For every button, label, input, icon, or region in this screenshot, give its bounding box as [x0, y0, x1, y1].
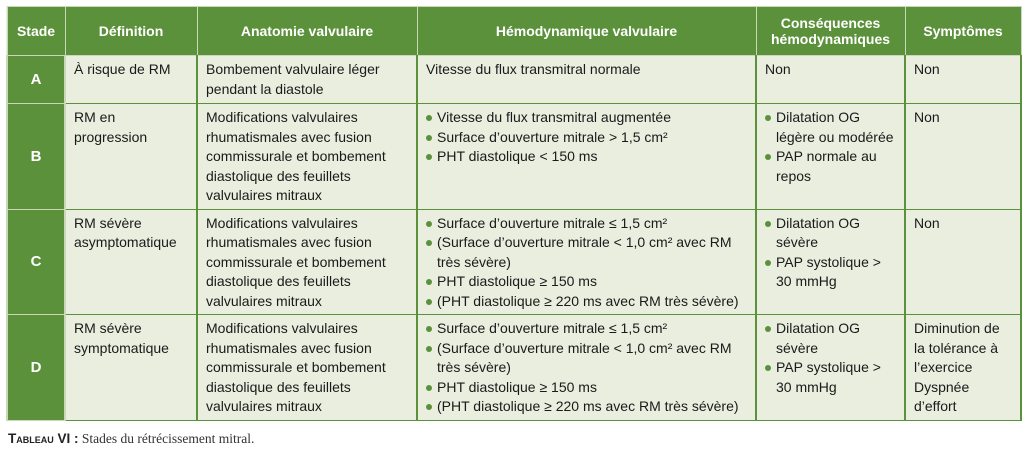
- definition-text: RM sévère symptomatique: [74, 320, 169, 356]
- hemodynamics-list: [426, 319, 747, 417]
- definition-cell: [65, 315, 197, 421]
- header-consequences: Conséquences hémodynamiques: [756, 7, 905, 56]
- hemodynamics-cell: [417, 56, 756, 104]
- consequences-item: Non: [765, 61, 791, 77]
- hemodynamics-item: PHT diastolique < 150 ms: [426, 147, 747, 167]
- stage-label: C: [30, 253, 42, 270]
- symptoms-text: Non: [914, 214, 940, 231]
- symptoms-cell: [905, 104, 1021, 210]
- anatomy-text: Bombement valvulaire léger pendant la diastole: [206, 61, 380, 97]
- consequences-item: PAP systolique > 30 mmHg: [765, 358, 896, 397]
- hemodynamics-item: (Surface d’ouverture mitrale < 1,0 cm² avec RM très sévère): [426, 233, 747, 272]
- symptoms-cell: [905, 56, 1021, 104]
- consequences-cell: [756, 209, 905, 315]
- consequences-item: Dilatation OG sévère: [765, 319, 896, 358]
- stage-cell: [7, 56, 65, 104]
- hemodynamics-item: Vitesse du flux transmitral normale: [426, 61, 641, 77]
- consequences-list: [765, 214, 896, 292]
- hemodynamics-item: (Surface d’ouverture mitrale < 1,0 cm² avec RM très sévère): [426, 339, 747, 378]
- hemodynamics-list: [426, 108, 747, 167]
- hemodynamics-item: PHT diastolique ≥ 150 ms: [426, 272, 747, 292]
- table-header-row: [7, 7, 1021, 56]
- symptoms-cell: [905, 209, 1021, 315]
- anatomy-text: Modifications valvulaires rhumatismales avec fusion commissurale et bombement diastolique des feuillets valvulaires mitraux: [206, 214, 386, 309]
- symptoms-text: Non: [914, 109, 940, 125]
- stage-label: B: [30, 147, 42, 165]
- header-anatomie: Anatomie valvulaire: [197, 7, 417, 56]
- anatomy-cell: [197, 104, 417, 210]
- definition-text: À risque de RM: [74, 61, 171, 77]
- consequences-cell: [756, 315, 905, 421]
- hemodynamics-item: Surface d’ouverture mitrale > 1,5 cm²: [426, 128, 747, 148]
- anatomy-text: Modifications valvulaires rhumatismales avec fusion commissurale et bombement diastolique des feuillets valvulaires mitraux: [206, 109, 386, 203]
- symptoms-text: Diminution de la tolérance à l’exercice Dyspnée d’effort: [914, 320, 1000, 414]
- hemodynamics-cell: [417, 209, 756, 315]
- definition-cell: [65, 104, 197, 210]
- symptoms-cell: [905, 315, 1021, 421]
- mitral-stenosis-stages-table: [6, 6, 1022, 421]
- stage-cell: [7, 104, 65, 210]
- symptoms-text: Non: [914, 61, 940, 77]
- header-hemodynamique: Hémodynamique valvulaire: [417, 7, 756, 56]
- consequences-list: [765, 108, 896, 186]
- stage-cell: [7, 315, 65, 421]
- stage-label: A: [30, 70, 42, 88]
- definition-text: RM sévère asymptomatique: [74, 214, 177, 250]
- table-row: [7, 315, 1021, 421]
- consequences-cell: [756, 104, 905, 210]
- table-body: [7, 56, 1021, 421]
- table-row: [7, 104, 1021, 210]
- anatomy-text: Modifications valvulaires rhumatismales avec fusion commissurale et bombement diastolique des feuillets valvulaires mitraux: [206, 320, 386, 414]
- hemodynamics-item: Surface d’ouverture mitrale ≤ 1,5 cm²: [426, 319, 747, 339]
- stage-label: D: [30, 358, 42, 376]
- anatomy-cell: [197, 56, 417, 104]
- consequences-item: Dilatation OG légère ou modérée: [765, 108, 896, 147]
- table-caption: [8, 431, 254, 447]
- hemodynamics-list: [426, 214, 747, 312]
- hemodynamics-item: (PHT diastolique ≥ 220 ms avec RM très sévère): [426, 397, 747, 417]
- consequences-list: [765, 319, 896, 397]
- consequences-item: PAP normale au repos: [765, 147, 896, 186]
- definition-cell: [65, 209, 197, 315]
- hemodynamics-item: Surface d’ouverture mitrale ≤ 1,5 cm²: [426, 214, 747, 234]
- header-stade: Stade: [7, 7, 65, 56]
- hemodynamics-item: (PHT diastolique ≥ 220 ms avec RM très sévère): [426, 292, 747, 312]
- caption-text: Stades du rétrécissement mitral.: [78, 431, 255, 446]
- anatomy-cell: [197, 209, 417, 315]
- anatomy-cell: [197, 315, 417, 421]
- hemodynamics-cell: [417, 315, 756, 421]
- hemodynamics-item: PHT diastolique ≥ 150 ms: [426, 378, 747, 398]
- hemodynamics-cell: [417, 104, 756, 210]
- hemodynamics-item: Vitesse du flux transmitral augmentée: [426, 108, 747, 128]
- table-row: [7, 56, 1021, 104]
- header-symptomes: Symptômes: [905, 7, 1021, 56]
- table-row: [7, 209, 1021, 315]
- definition-text: RM en progression: [74, 109, 148, 145]
- consequences-cell: [756, 56, 905, 104]
- consequences-item: Dilatation OG sévère: [765, 214, 896, 253]
- caption-label: Tableau VI :: [8, 431, 79, 446]
- consequences-item: PAP systolique > 30 mmHg: [765, 253, 896, 292]
- stage-cell: [7, 209, 65, 315]
- definition-cell: [65, 56, 197, 104]
- header-definition: Définition: [65, 7, 197, 56]
